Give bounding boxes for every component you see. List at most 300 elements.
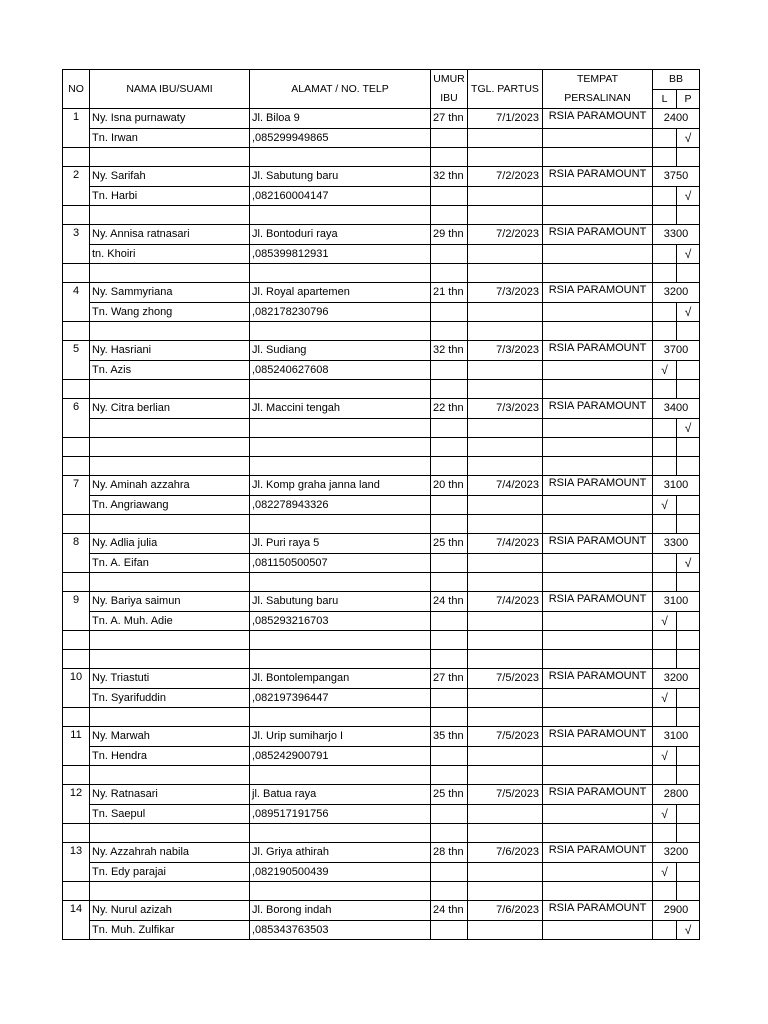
gender-male-check: [653, 128, 677, 148]
gender-female-check: [677, 746, 700, 766]
gender-male-check: [653, 244, 677, 264]
empty-cell: [63, 380, 90, 399]
empty-cell: [250, 206, 431, 225]
empty-cell: [90, 708, 250, 727]
gender-male-check: √: [653, 804, 677, 824]
record-row-husband: [63, 128, 700, 148]
partus-date: 7/6/2023: [468, 901, 543, 921]
partus-date: 7/4/2023: [468, 534, 543, 554]
birth-weight: 3200: [653, 669, 700, 689]
empty-cell: [677, 457, 700, 476]
spacer-row: [63, 515, 700, 534]
mother-name: Ny. Marwah: [90, 727, 250, 747]
empty-cell: [543, 418, 653, 438]
birth-weight: 3200: [653, 283, 700, 303]
record-row-husband: [63, 302, 700, 322]
birth-weight: 3400: [653, 399, 700, 419]
header-no: NO: [63, 70, 90, 109]
phone-number: ,085399812931: [250, 244, 431, 264]
empty-cell: [543, 746, 653, 766]
empty-cell: [431, 128, 468, 148]
birth-place: RSIA PARAMOUNT: [543, 341, 653, 361]
mother-age: 32 thn: [431, 167, 468, 187]
phone-number: ,085242900791: [250, 746, 431, 766]
empty-cell: [468, 804, 543, 824]
address: jl. Batua raya: [250, 785, 431, 805]
empty-cell: [677, 882, 700, 901]
husband-name: Tn. A. Eifan: [90, 553, 250, 573]
address: Jl. Bontolempangan: [250, 669, 431, 689]
record-number: 4: [63, 283, 90, 322]
empty-cell: [431, 746, 468, 766]
spacer-row: [63, 148, 700, 167]
header-row: [63, 70, 700, 90]
mother-name: Ny. Sammyriana: [90, 283, 250, 303]
table-body: [63, 70, 700, 940]
record-row-mother: [63, 399, 700, 419]
empty-cell: [431, 186, 468, 206]
phone-number: ,089517191756: [250, 804, 431, 824]
empty-cell: [90, 380, 250, 399]
empty-cell: [543, 804, 653, 824]
birth-weight: 2900: [653, 901, 700, 921]
empty-cell: [90, 148, 250, 167]
empty-cell: [431, 766, 468, 785]
empty-cell: [653, 631, 677, 650]
gender-female-check: √: [677, 920, 700, 940]
gender-male-check: √: [653, 611, 677, 631]
header-umur: [431, 70, 468, 109]
empty-cell: [653, 264, 677, 283]
empty-cell: [468, 862, 543, 882]
empty-cell: [250, 148, 431, 167]
gender-male-check: √: [653, 360, 677, 380]
empty-cell: [431, 438, 468, 457]
gender-female-check: √: [677, 244, 700, 264]
spacer-row: [63, 650, 700, 669]
empty-cell: [468, 438, 543, 457]
birth-weight: 3100: [653, 592, 700, 612]
mother-age: 24 thn: [431, 592, 468, 612]
record-row-husband: [63, 186, 700, 206]
birth-place: RSIA PARAMOUNT: [543, 727, 653, 747]
mother-age: 25 thn: [431, 534, 468, 554]
empty-cell: [677, 631, 700, 650]
empty-cell: [431, 688, 468, 708]
empty-cell: [250, 882, 431, 901]
empty-cell: [431, 920, 468, 940]
empty-cell: [468, 302, 543, 322]
husband-name: Tn. Muh. Zulfikar: [90, 920, 250, 940]
empty-cell: [250, 380, 431, 399]
mother-name: Ny. Ratnasari: [90, 785, 250, 805]
empty-cell: [468, 631, 543, 650]
gender-female-check: √: [677, 186, 700, 206]
husband-name: Tn. Saepul: [90, 804, 250, 824]
empty-cell: [90, 438, 250, 457]
phone-number: ,085299949865: [250, 128, 431, 148]
empty-cell: [677, 515, 700, 534]
empty-cell: [543, 766, 653, 785]
spacer-row: [63, 708, 700, 727]
header-tempat-line1: TEMPAT: [576, 73, 619, 85]
gender-male-check: [653, 920, 677, 940]
spacer-row: [63, 573, 700, 592]
empty-cell: [543, 824, 653, 843]
record-row-husband: [63, 244, 700, 264]
empty-cell: [90, 264, 250, 283]
empty-cell: [653, 573, 677, 592]
mother-name: Ny. Nurul azizah: [90, 901, 250, 921]
partus-date: 7/1/2023: [468, 109, 543, 129]
mother-age: 35 thn: [431, 727, 468, 747]
birth-weight: 3100: [653, 727, 700, 747]
spacer-row: [63, 322, 700, 341]
address: Jl. Bontoduri raya: [250, 225, 431, 245]
mother-name: Ny. Isna purnawaty: [90, 109, 250, 129]
mother-name: Ny. Annisa ratnasari: [90, 225, 250, 245]
address: Jl. Borong indah: [250, 901, 431, 921]
header-tgl: TGL. PARTUS: [468, 70, 543, 109]
spacer-row: [63, 264, 700, 283]
spacer-row: [63, 380, 700, 399]
empty-cell: [543, 380, 653, 399]
empty-cell: [653, 148, 677, 167]
empty-cell: [431, 824, 468, 843]
record-number: 6: [63, 399, 90, 438]
empty-cell: [63, 882, 90, 901]
partus-date: 7/3/2023: [468, 283, 543, 303]
record-number: 8: [63, 534, 90, 573]
empty-cell: [543, 302, 653, 322]
mother-age: 28 thn: [431, 843, 468, 863]
record-row-husband: [63, 804, 700, 824]
gender-female-check: [677, 688, 700, 708]
gender-female-check: [677, 495, 700, 515]
empty-cell: [543, 573, 653, 592]
empty-cell: [90, 650, 250, 669]
record-row-mother: [63, 592, 700, 612]
birth-weight: 3200: [653, 843, 700, 863]
empty-cell: [543, 553, 653, 573]
record-number: 12: [63, 785, 90, 824]
mother-name: Ny. Bariya saimun: [90, 592, 250, 612]
record-row-husband: [63, 688, 700, 708]
birth-weight: 3100: [653, 476, 700, 496]
empty-cell: [468, 882, 543, 901]
husband-name: Tn. Azis: [90, 360, 250, 380]
empty-cell: [677, 708, 700, 727]
empty-cell: [468, 495, 543, 515]
address: Jl. Puri raya 5: [250, 534, 431, 554]
spacer-row: [63, 457, 700, 476]
empty-cell: [543, 650, 653, 669]
empty-cell: [653, 457, 677, 476]
empty-cell: [653, 824, 677, 843]
address: Jl. Griya athirah: [250, 843, 431, 863]
mother-name: Ny. Azzahrah nabila: [90, 843, 250, 863]
empty-cell: [677, 573, 700, 592]
empty-cell: [468, 611, 543, 631]
record-number: 14: [63, 901, 90, 940]
partus-date: 7/4/2023: [468, 592, 543, 612]
empty-cell: [468, 688, 543, 708]
gender-female-check: [677, 360, 700, 380]
empty-cell: [250, 515, 431, 534]
empty-cell: [468, 553, 543, 573]
empty-cell: [431, 264, 468, 283]
partus-date: 7/4/2023: [468, 476, 543, 496]
record-row-husband: [63, 611, 700, 631]
empty-cell: [677, 206, 700, 225]
mother-age: 22 thn: [431, 399, 468, 419]
empty-cell: [543, 631, 653, 650]
address: Jl. Maccini tengah: [250, 399, 431, 419]
address: Jl. Biloa 9: [250, 109, 431, 129]
empty-cell: [543, 322, 653, 341]
mother-name: Ny. Citra berlian: [90, 399, 250, 419]
mother-age: 24 thn: [431, 901, 468, 921]
empty-cell: [468, 515, 543, 534]
header-tempat-line2: PERSALINAN: [564, 92, 631, 104]
husband-name: Tn. Irwan: [90, 128, 250, 148]
empty-cell: [653, 438, 677, 457]
empty-cell: [543, 708, 653, 727]
gender-male-check: [653, 553, 677, 573]
record-number: 9: [63, 592, 90, 631]
empty-cell: [431, 573, 468, 592]
empty-cell: [653, 650, 677, 669]
phone-number: ,082160004147: [250, 186, 431, 206]
phone-number: ,081150500507: [250, 553, 431, 573]
mother-name: Ny. Aminah azzahra: [90, 476, 250, 496]
record-row-husband: [63, 360, 700, 380]
partus-date: 7/3/2023: [468, 341, 543, 361]
empty-cell: [543, 244, 653, 264]
empty-cell: [653, 708, 677, 727]
gender-male-check: [653, 418, 677, 438]
birth-weight: 3750: [653, 167, 700, 187]
partus-date: 7/6/2023: [468, 843, 543, 863]
empty-cell: [90, 515, 250, 534]
empty-cell: [250, 650, 431, 669]
empty-cell: [63, 708, 90, 727]
gender-male-check: √: [653, 862, 677, 882]
empty-cell: [431, 380, 468, 399]
empty-cell: [653, 882, 677, 901]
gender-female-check: [677, 804, 700, 824]
empty-cell: [63, 322, 90, 341]
empty-cell: [543, 128, 653, 148]
empty-cell: [468, 380, 543, 399]
empty-cell: [63, 573, 90, 592]
header-p: P: [677, 89, 700, 109]
birth-place: RSIA PARAMOUNT: [543, 109, 653, 129]
header-bb: BB: [653, 70, 700, 90]
gender-female-check: √: [677, 302, 700, 322]
header-nama: NAMA IBU/SUAMI: [90, 70, 250, 109]
gender-male-check: [653, 186, 677, 206]
empty-cell: [63, 264, 90, 283]
husband-name: Tn. Edy parajai: [90, 862, 250, 882]
empty-cell: [431, 244, 468, 264]
phone-number: ,085293216703: [250, 611, 431, 631]
empty-cell: [63, 631, 90, 650]
birth-place: RSIA PARAMOUNT: [543, 843, 653, 863]
birth-weight: 3300: [653, 225, 700, 245]
empty-cell: [250, 573, 431, 592]
empty-cell: [90, 206, 250, 225]
empty-cell: [90, 573, 250, 592]
empty-cell: [63, 650, 90, 669]
empty-cell: [468, 766, 543, 785]
empty-cell: [543, 264, 653, 283]
mother-age: 25 thn: [431, 785, 468, 805]
header-alamat: ALAMAT / NO. TELP: [250, 70, 431, 109]
record-row-husband: [63, 862, 700, 882]
empty-cell: [90, 824, 250, 843]
empty-cell: [677, 650, 700, 669]
birth-register-table: [62, 69, 700, 940]
empty-cell: [468, 206, 543, 225]
partus-date: 7/2/2023: [468, 167, 543, 187]
address: Jl. Royal apartemen: [250, 283, 431, 303]
empty-cell: [468, 457, 543, 476]
partus-date: 7/5/2023: [468, 785, 543, 805]
empty-cell: [653, 322, 677, 341]
phone-number: ,082190500439: [250, 862, 431, 882]
spacer-row: [63, 882, 700, 901]
gender-female-check: √: [677, 553, 700, 573]
husband-name: [90, 418, 250, 438]
empty-cell: [653, 206, 677, 225]
address: Jl. Sabutung baru: [250, 167, 431, 187]
header-umur-line1: UMUR: [433, 73, 465, 85]
empty-cell: [431, 882, 468, 901]
empty-cell: [677, 824, 700, 843]
record-row-mother: [63, 476, 700, 496]
mother-age: 27 thn: [431, 669, 468, 689]
empty-cell: [468, 186, 543, 206]
birth-place: RSIA PARAMOUNT: [543, 534, 653, 554]
birth-place: RSIA PARAMOUNT: [543, 476, 653, 496]
empty-cell: [431, 302, 468, 322]
empty-cell: [431, 650, 468, 669]
gender-male-check: [653, 302, 677, 322]
gender-female-check: √: [677, 128, 700, 148]
empty-cell: [468, 418, 543, 438]
empty-cell: [431, 360, 468, 380]
empty-cell: [543, 688, 653, 708]
empty-cell: [250, 264, 431, 283]
record-row-husband: [63, 418, 700, 438]
record-row-husband: [63, 746, 700, 766]
husband-name: Tn. Hendra: [90, 746, 250, 766]
empty-cell: [468, 360, 543, 380]
empty-cell: [431, 418, 468, 438]
record-number: 7: [63, 476, 90, 515]
husband-name: Tn. Syarifuddin: [90, 688, 250, 708]
address: Jl. Sudiang: [250, 341, 431, 361]
empty-cell: [543, 438, 653, 457]
record-number: 2: [63, 167, 90, 206]
husband-name: Tn. Angriawang: [90, 495, 250, 515]
birth-weight: 3700: [653, 341, 700, 361]
empty-cell: [431, 515, 468, 534]
address: Jl. Komp graha janna land: [250, 476, 431, 496]
empty-cell: [468, 322, 543, 341]
empty-cell: [90, 322, 250, 341]
partus-date: 7/2/2023: [468, 225, 543, 245]
record-row-husband: [63, 553, 700, 573]
empty-cell: [250, 322, 431, 341]
gender-female-check: √: [677, 418, 700, 438]
phone-number: ,085240627608: [250, 360, 431, 380]
empty-cell: [250, 457, 431, 476]
spacer-row: [63, 206, 700, 225]
mother-name: Ny. Sarifah: [90, 167, 250, 187]
spacer-row: [63, 766, 700, 785]
birth-place: RSIA PARAMOUNT: [543, 669, 653, 689]
address: Jl. Sabutung baru: [250, 592, 431, 612]
empty-cell: [677, 438, 700, 457]
mother-age: 27 thn: [431, 109, 468, 129]
empty-cell: [468, 573, 543, 592]
empty-cell: [468, 244, 543, 264]
empty-cell: [250, 766, 431, 785]
record-number: 3: [63, 225, 90, 264]
empty-cell: [653, 766, 677, 785]
empty-cell: [468, 746, 543, 766]
empty-cell: [431, 611, 468, 631]
empty-cell: [431, 495, 468, 515]
empty-cell: [677, 766, 700, 785]
birth-weight: 2800: [653, 785, 700, 805]
partus-date: 7/5/2023: [468, 669, 543, 689]
empty-cell: [543, 206, 653, 225]
record-row-husband: [63, 920, 700, 940]
empty-cell: [250, 438, 431, 457]
record-number: 13: [63, 843, 90, 882]
record-row-mother: [63, 669, 700, 689]
birth-place: RSIA PARAMOUNT: [543, 283, 653, 303]
birth-weight: 2400: [653, 109, 700, 129]
mother-age: 21 thn: [431, 283, 468, 303]
empty-cell: [431, 804, 468, 824]
record-row-mother: [63, 283, 700, 303]
empty-cell: [90, 882, 250, 901]
birth-place: RSIA PARAMOUNT: [543, 225, 653, 245]
record-row-mother: [63, 901, 700, 921]
mother-name: Ny. Triastuti: [90, 669, 250, 689]
empty-cell: [543, 920, 653, 940]
phone-number: ,082197396447: [250, 688, 431, 708]
empty-cell: [63, 148, 90, 167]
empty-cell: [431, 631, 468, 650]
empty-cell: [677, 148, 700, 167]
birth-place: RSIA PARAMOUNT: [543, 399, 653, 419]
empty-cell: [431, 862, 468, 882]
header-l: L: [653, 89, 677, 109]
record-number: 5: [63, 341, 90, 380]
empty-cell: [63, 515, 90, 534]
birth-place: RSIA PARAMOUNT: [543, 592, 653, 612]
birth-place: RSIA PARAMOUNT: [543, 167, 653, 187]
record-row-mother: [63, 109, 700, 129]
empty-cell: [90, 457, 250, 476]
header-tempat: [543, 70, 653, 109]
birth-weight: 3300: [653, 534, 700, 554]
